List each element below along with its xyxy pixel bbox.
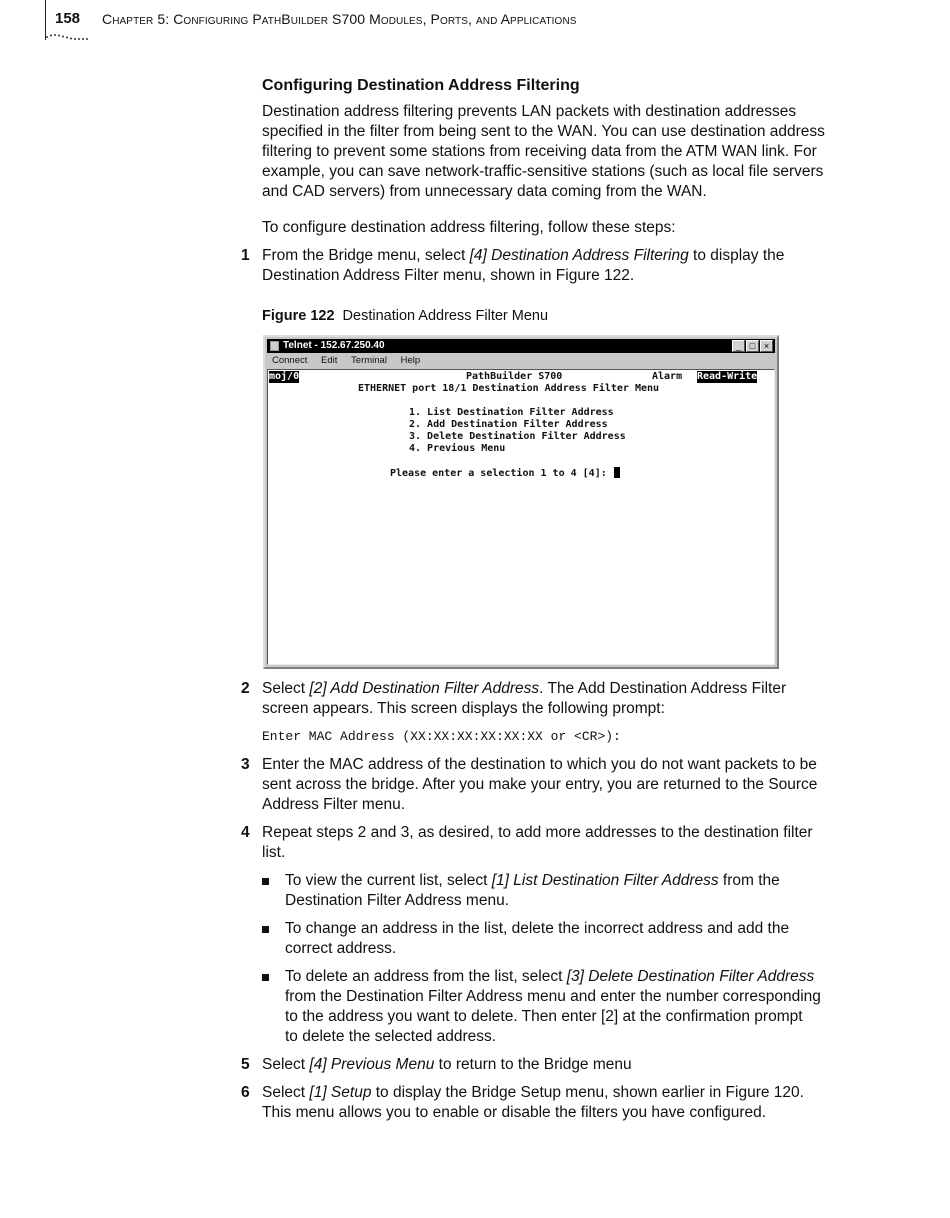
terminal-option: 2. Add Destination Filter Address [409, 419, 608, 430]
window-title: Telnet - 152.67.250.40 [283, 340, 385, 351]
minimize-button[interactable]: _ [732, 340, 745, 352]
steps-intro: To configure destination address filtering, follow these steps: [262, 219, 676, 236]
menu-option-ref: [4] Previous Menu [309, 1056, 435, 1073]
terminal-mode: Read-Write [697, 371, 758, 382]
bullet-square-icon [262, 974, 269, 981]
step-2: 2 Select [2] Add Destination Filter Address. The Add Destination Address Filter screen appears. This screen displays the following prompt: [241, 680, 787, 717]
close-button[interactable]: × [760, 340, 773, 352]
mac-address-prompt: Enter MAC Address (XX:XX:XX:XX:XX:XX or <CR>): [262, 729, 621, 744]
intro-paragraph: Destination address filtering prevents LAN packets with destination addresses specified in the filter from being sent to the WAN. You can use destination address filtering to prevent some stations from receiving data from the ATM WAN link. For example, you can save network-traffic-sensitive stations (such as local file servers and CAD servers) from unnecessary data coming from the WAN. [262, 103, 825, 200]
telnet-app-icon [270, 341, 279, 351]
header-dotted-rule [45, 33, 89, 43]
terminal-cursor [614, 467, 620, 478]
menu-option-ref: [1] List Destination Filter Address [491, 872, 719, 889]
section-heading: Configuring Destination Address Filtering [262, 77, 580, 94]
bullet-square-icon [262, 878, 269, 885]
chapter-title: Chapter 5: Configuring PathBuilder S700 Modules, Ports, and Applications [102, 11, 577, 27]
window-menubar [267, 354, 775, 368]
menu-option-ref: [2] Add Destination Filter Address [309, 680, 540, 697]
step-number: 6 [241, 1084, 250, 1101]
step-number: 3 [241, 756, 250, 773]
terminal-option: 1. List Destination Filter Address [409, 407, 614, 418]
step-4: 4 Repeat steps 2 and 3, as desired, to add more addresses to the destination filter list. [241, 824, 813, 861]
terminal-screen[interactable] [267, 369, 775, 665]
terminal-option: 4. Previous Menu [409, 443, 506, 454]
menu-help[interactable]: Help [400, 355, 421, 366]
bullet-item: To view the current list, select [1] List Destination Filter Address from the Destination Filter Address menu. [262, 871, 862, 911]
figure-label: Figure 122 [262, 308, 335, 324]
step-number: 5 [241, 1056, 250, 1073]
terminal-option: 3. Delete Destination Filter Address [409, 431, 626, 442]
figure-caption: Figure 122 Destination Address Filter Menu [262, 308, 549, 324]
bullet-square-icon [262, 926, 269, 933]
page-number: 158 [55, 10, 81, 27]
menu-option-ref: [1] Setup [309, 1084, 372, 1101]
window-titlebar [267, 339, 775, 353]
terminal-alarm: Alarm [652, 371, 683, 382]
telnet-window [263, 335, 779, 669]
step-3: 3 Enter the MAC address of the destination to which you do not want packets to be sent across the bridge. After you make your entry, you are returned to the Source Address Filter menu. [241, 756, 818, 813]
menu-option-ref: [4] Destination Address Filtering [469, 247, 689, 264]
terminal-menu-title: ETHERNET port 18/1 Destination Address Filter Menu [358, 383, 660, 394]
terminal-prompt-line [390, 467, 620, 480]
bullet-item: To delete an address from the list, select [3] Delete Destination Filter Address from the Destination Filter Address menu and enter the number corresponding to the address you want to delete. Then enter [2] at the confirmation prompt to delete the selected address. [262, 967, 862, 1047]
menu-connect[interactable]: Connect [272, 355, 308, 366]
page-content [241, 76, 862, 1123]
terminal-prompt: Please enter a selection 1 to 4 [4]: [390, 468, 613, 479]
terminal-product: PathBuilder S700 [466, 371, 563, 382]
terminal-user: moj/0 [269, 371, 300, 382]
step-6: 6 Select [1] Setup to display the Bridge Setup menu, shown earlier in Figure 120. This menu allows you to enable or disable the filters you have configured. [241, 1084, 804, 1121]
menu-edit[interactable]: Edit [321, 355, 338, 366]
menu-option-ref: [3] Delete Destination Filter Address [566, 968, 815, 985]
menu-terminal[interactable]: Terminal [351, 355, 387, 366]
bullet-item: To change an address in the list, delete the incorrect address and add the correct address. [262, 919, 862, 959]
maximize-button[interactable]: □ [746, 340, 759, 352]
step-1: 1 From the Bridge menu, select [4] Destination Address Filtering to display the Destination Address Filter menu, shown in Figure 122. [241, 247, 785, 284]
step-number: 4 [241, 824, 250, 841]
page-header [45, 0, 925, 46]
step-number: 2 [241, 680, 250, 697]
step-number: 1 [241, 247, 250, 264]
step-5: 5 Select [4] Previous Menu to return to the Bridge menu [241, 1056, 632, 1073]
